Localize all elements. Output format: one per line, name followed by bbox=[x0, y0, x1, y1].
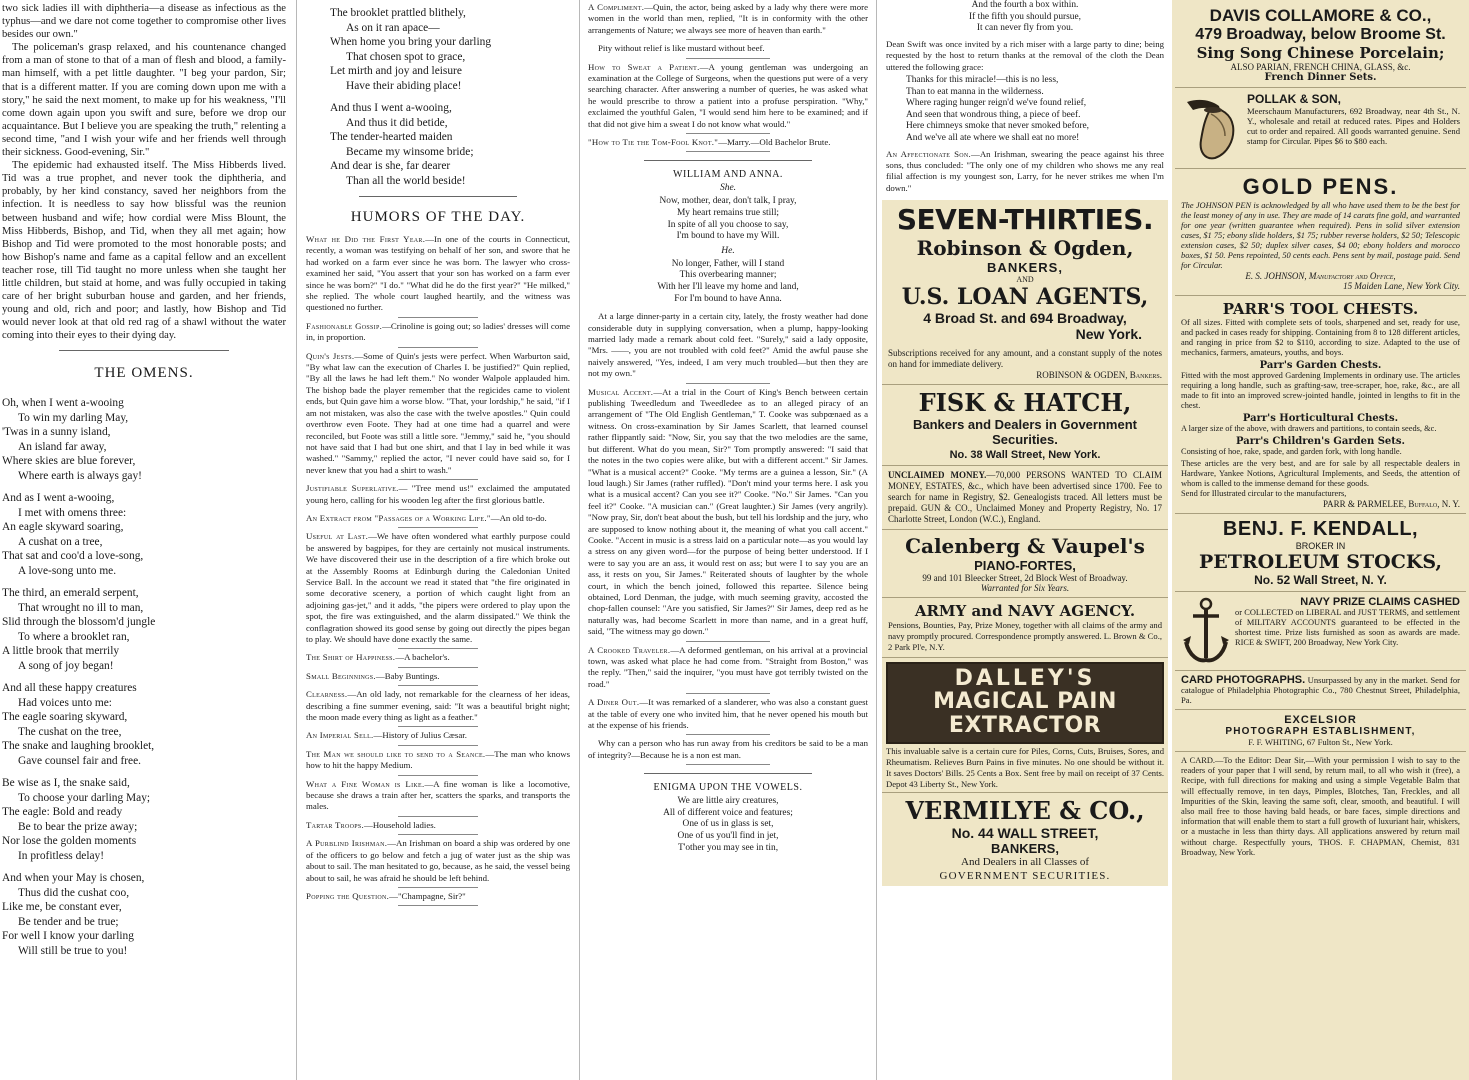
section-divider bbox=[59, 350, 229, 351]
poem-line: Than all the world beside! bbox=[346, 174, 466, 187]
poem-line: In profitless delay! bbox=[18, 849, 105, 862]
item-text: At a large dinner-party in a certain city, lately, the frosty weather had done considerable duty in supplying conversation, when a plump, happy-looking married lady made a remark about cold feet. "Surely," said a lady opposite, "Mrs. ——, you are not troubled with cold feet?" Amid the awful pause she naively answered, "Yes, indeed, I am very much troubled—but then they are not my own." bbox=[588, 311, 868, 379]
item-lead: The Man we should like to send to a Seance. bbox=[306, 748, 486, 759]
ad-address: No. 38 Wall Street, New York. bbox=[949, 449, 1101, 462]
item-divider bbox=[398, 887, 477, 888]
ad-head: UNCLAIMED MONEY. bbox=[888, 470, 987, 481]
poem-line: Where raging hunger reign'd we've found relief, bbox=[906, 98, 1087, 109]
item-lead: Clearness. bbox=[306, 689, 348, 700]
ad-body: Fitted with the most approved Gardening Implements in ordinary use. The articles requiring a long handle, such as grafting-saw, tree-scraper, hoe, rake, &c., are all made to fit into an improved screw-jointed handle, jointed in lengths to fit in the chest. bbox=[1181, 371, 1460, 410]
humors-items bbox=[306, 234, 570, 906]
section-divider bbox=[644, 160, 812, 161]
ad-body: Unsurpassed by any in the market. Send for catalogue of Philadelphia Photographic Co., 780 Chestnut Street, Philadelphia, Pa. bbox=[1181, 675, 1460, 705]
story-paragraph: two sick ladies ill with diphtheria—a disease as infectious as the typhus—and we dare not come together to compromise other lives besides our own." bbox=[2, 3, 286, 41]
item-divider bbox=[398, 509, 477, 510]
poem-line: My heart remains true still; bbox=[676, 208, 780, 219]
ad-card-photographs bbox=[1175, 671, 1466, 710]
ad-title: ARMY and NAVY AGENCY. bbox=[914, 602, 1136, 621]
item-lead: A CARD. bbox=[1181, 756, 1216, 765]
poem-line: An eagle skyward soaring, bbox=[2, 521, 124, 534]
ad-addr: F. F. WHITING, 67 Fulton St., New York. bbox=[1248, 737, 1393, 747]
item-text: —"Champagne, Sir?" bbox=[389, 890, 466, 901]
item-divider bbox=[686, 58, 770, 59]
column-1 bbox=[0, 0, 292, 1080]
poem-line: The cushat on the tree, bbox=[18, 725, 122, 738]
humor-item bbox=[306, 513, 570, 524]
section-divider bbox=[359, 196, 517, 197]
ad-unclaimed-money bbox=[882, 466, 1168, 530]
humor-item bbox=[306, 838, 570, 884]
ad-securities: GOVERNMENT SECURITIES. bbox=[939, 870, 1111, 883]
poem-stanza bbox=[2, 586, 286, 673]
item-lead: How to Sweat a Patient. bbox=[588, 61, 700, 72]
ad-title: Calenberg & Vaupel's bbox=[905, 534, 1145, 559]
ad-subtitle: Parr's Children's Garden Sets. bbox=[1235, 436, 1406, 447]
item-divider bbox=[398, 775, 477, 776]
poem-line: The snake and laughing brooklet, bbox=[2, 740, 155, 753]
ad-body: —To the Editor: Dear Sir,—With your permission I wish to say to the readers of your paper that I will send, by return mail, to all who wish it (free), a Recipe, with full directions for making and using a simple Vegetable Balm that will effectually remove, in ten days, Pimples, Blotches, Tan, Freckles, and all Impurities of the Skin, leaving the same soft, clear, smooth, and beautiful. I will also mail free to those having bald heads, or bare faces, simple directions and information that will enable them to start a full growth of luxuriant hair, whiskers, or a mustache in less than thirty days. All applications answered by return mail without charge. Respectfully yours, THOS. F. CHAPMAN, Chemist, 831 Broadway, New York. bbox=[1181, 756, 1460, 857]
item-text: —In one of the courts in Connecticut, recently, a woman was testifying on behalf of her son, and swore that he had worked on a farm ever since he was born. The lawyer who cross-examined her said, "You assert that your son has worked on a farm ever since he was born?" "I do." "What did he do the first year?" "He milked," she replied. The whole court laughed heartily, and the witness was questioned no further. bbox=[306, 234, 570, 313]
item-text: —We have often wondered what earthly purpose could be answered by bagpipes, for they are certainly not musical instruments. We have discovered their use in the description of a fire which broke out at the Assembly Rooms at Edinburgh during the Caledonian United Service Ball. In the account we read it stated that "the fire originated in some decorative scenery, a portion of which caught light from an adjoining gas-jet," and it adds, "the pipers were ordered to play upon the spot, the fire was extinguished, and the alarm dissipated." We think the conflagration showed its good sense by going out directly the pipes began to play. We should have done exactly the same. bbox=[306, 531, 570, 644]
item-text: —At a trial in the Court of King's Bench between certain publishing Tweedledum and Tweedledee as to an alleged piracy of an arrangement of "The Old English Gentleman," T. Cooke was subpœnaed as a witness. On cross-examination by Sir James Scarlett, that learned counsel rather flippantly said: "Now, Sir, you say that the two melodies are the same, but different. What do you mean, Sir?" Tom promptly answered: "I said that the notes in the two copies were alike, but with a different accent." Sir James. "What is a musical accent?" Cooke. "My terms are a guinea a lesson, Sir." (A loud laugh.) Sir James (rather ruffled). "Don't mind your terms here. I ask you what is a musical accent? Can you see it?" Cooke. "No." Sir James. "Can you feel it?" Cooke. "A musician can." (Great laughter.) Sir James (very angrily). "Now pray, Sir, don't beat about the bush, but tell his lordship and the jury, who are supposed to know nothing about it, the meaning of what you call accent." Cooke. "Accent in music is a stress laid on a particular note—as you would lay a stress on any given word—for the purpose of being better understood. If I were to say you are an ass, it would rest on ass; but were I to say you are an ass, it rests on you, Sir James." Reiterated shouts of laughter by the whole court, in which the bench joined, followed this repartee. Silence being obtained, Lord Denman, the judge, with much seeming gravity, accosted the chop-fallen counsel: "Are you satisfied, Sir James?" Sir James, deep red as he naturally was, had become Scarlett in more than name, and in a great huff, said, "The witness may go down." bbox=[588, 386, 869, 637]
poem-line: In spite of all you choose to say, bbox=[667, 219, 789, 230]
poem-line: For I'm bound to have Anna. bbox=[674, 293, 782, 304]
item-divider bbox=[398, 905, 477, 906]
ad-subtitle: Parr's Horticultural Chests. bbox=[1242, 413, 1399, 424]
item-lead: Useful at Last. bbox=[306, 531, 369, 542]
ad-calenberg bbox=[882, 530, 1168, 598]
poem-line: That sat and coo'd a love-song, bbox=[2, 550, 144, 563]
item-divider bbox=[398, 527, 477, 528]
omens-title: THE OMENS. bbox=[94, 365, 194, 382]
poem-line: Where skies are blue forever, bbox=[2, 455, 136, 468]
ad-body: The JOHNSON PEN is acknowledged by all who have used them to be the best for the least money of any in use. They are made of 14 carats fine gold, and warranted for one year (written guarantee when required). Pens in solid silver extension cases, $1 75; ebony slide holders, $1 75; rubber reverse holders, $2 50; Telescopic extension cases, $2 50; duplex silver cases, $4 00; ebony holders and morocco boxes, $1 50. Pens repointed, 50 cents each. Pens sent by mail, postage paid. Send for Circular. bbox=[1181, 201, 1460, 270]
ad-body: A larger size of the above, with drawers and partitions, to contain seeds, &c. bbox=[1181, 424, 1437, 433]
column-divider bbox=[296, 0, 297, 1080]
humor-item bbox=[306, 483, 570, 506]
poem-line: To win my darling May, bbox=[18, 411, 129, 424]
poem-line: And seen that wondrous thing, a piece of beef. bbox=[906, 109, 1081, 120]
poem-line: Nor lose the golden moments bbox=[2, 835, 137, 848]
item-divider bbox=[686, 39, 770, 40]
ad-title: CARD PHOTOGRAPHS. bbox=[1181, 674, 1306, 686]
ad-stocks: PETROLEUM STOCKS, bbox=[1198, 551, 1442, 573]
pipe-icon bbox=[1181, 92, 1243, 164]
item-lead: A Diner Out. bbox=[588, 697, 640, 708]
poem-stanza bbox=[2, 871, 286, 958]
item-text: — "Tree mend us!" exclaimed the amputated young hero, calling for his wooden leg after the first glorious battle. bbox=[306, 483, 570, 505]
ad-seven-thirties bbox=[882, 200, 1168, 385]
item-lead: A Purblind Irishman. bbox=[306, 838, 388, 849]
item-divider bbox=[398, 648, 477, 649]
ad-title: POLLAK & SON, bbox=[1247, 92, 1342, 106]
ad-body: Consisting of hoe, rake, spade, and garden fork, with long handle. bbox=[1181, 447, 1402, 456]
ad-title: DALLEY'S bbox=[954, 666, 1096, 692]
grace-verse bbox=[886, 75, 1164, 145]
item-lead: Quin's Jests. bbox=[306, 350, 355, 361]
item-text: —It was remarked of a slanderer, who was also a constant guest at the table of every one who invited him, that he never opened his mouth but at the expense of his friends. bbox=[588, 697, 868, 731]
humor-item bbox=[306, 671, 570, 682]
item-lead: A Crooked Traveler. bbox=[588, 644, 671, 655]
poem-line: And as I went a-wooing, bbox=[2, 492, 115, 505]
omens-poem bbox=[2, 396, 286, 958]
humor-item bbox=[588, 2, 868, 36]
poem-line: A little brook that merrily bbox=[2, 645, 120, 658]
humor-item bbox=[588, 738, 868, 761]
poem-line: Thus did the cushat coo, bbox=[18, 886, 130, 899]
item-text: —An Irishman, swearing the peace against his three sons, thus concluded: "The only one of my children who shows me any real filial affection is my youngest son, Larry, for he never strikes me when I'm down." bbox=[886, 148, 1164, 193]
ad-title: PARR'S TOOL CHESTS. bbox=[1222, 300, 1419, 318]
poem-stanza bbox=[330, 101, 570, 188]
humor-item bbox=[588, 311, 868, 379]
dalley-banner bbox=[886, 662, 1164, 744]
ad-title: NAVY PRIZE CLAIMS CASHED bbox=[1300, 596, 1460, 608]
poem-line: Than to eat manna in the wilderness. bbox=[906, 86, 1044, 97]
column-2 bbox=[300, 0, 576, 1080]
item-divider bbox=[398, 317, 477, 318]
ad-sets: French Dinner Sets. bbox=[1264, 72, 1377, 83]
item-lead: An Affectionate Son. bbox=[886, 148, 972, 159]
ad-body: Send for Illustrated circular to the manufacturers, bbox=[1181, 489, 1347, 498]
poem-line: A love-song unto me. bbox=[18, 564, 117, 577]
ad-line: And Dealers in all Classes of bbox=[961, 856, 1089, 869]
item-lead: The Shirt of Happiness. bbox=[306, 652, 396, 663]
ad-gold-pens bbox=[1175, 169, 1466, 296]
ad-sub: Sing Song Chinese Porcelain; bbox=[1196, 44, 1445, 62]
column-divider bbox=[579, 0, 580, 1080]
ad-sign: PARR & PARMELEE, Buffalo, N. Y. bbox=[1322, 499, 1460, 509]
poem-line: And dear is she, far dearer bbox=[330, 160, 451, 172]
humor-item bbox=[306, 891, 570, 902]
poem-line: A cushat on a tree, bbox=[18, 535, 103, 548]
william-anna-title: WILLIAM AND ANNA. bbox=[673, 169, 783, 181]
ad-body: Subscriptions received for any amount, and a constant supply of the notes on hand for immediate delivery. bbox=[888, 348, 1162, 370]
item-text: —An Irishman on board a ship was ordered by one of the officers to go below and fetch a jug of water just as the ship was about to sail. The man hesitated to go, because, as he said, the vessel being about to sail, he was afraid he should be left behind. bbox=[306, 838, 570, 883]
poem-line: One of us you'll find in jet, bbox=[677, 831, 779, 842]
poem-line: To choose your darling May; bbox=[18, 791, 151, 804]
poem-line: No longer, Father, will I stand bbox=[671, 258, 785, 269]
item-lead: Tartar Troops. bbox=[306, 819, 365, 830]
item-lead: What he Did the First Year. bbox=[306, 234, 426, 244]
ad-fisk-hatch bbox=[882, 385, 1168, 466]
poem-line: Thanks for this miracle!—this is no less, bbox=[906, 75, 1059, 85]
poem-line: With her I'll leave my home and land, bbox=[657, 282, 799, 293]
poem-line: Like me, be constant ever, bbox=[2, 901, 122, 914]
item-lead: Small Beginnings. bbox=[306, 670, 376, 681]
humor-item bbox=[588, 697, 868, 731]
column-divider bbox=[876, 0, 877, 1080]
william-anna-she: She. bbox=[719, 183, 737, 194]
item-divider bbox=[398, 667, 477, 668]
humor-item bbox=[588, 387, 868, 638]
poem-line: The third, an emerald serpent, bbox=[2, 587, 139, 600]
poem-line: I met with omens three: bbox=[18, 506, 127, 519]
item-text: —Crinoline is going out; so ladies' dresses will come in, in proportion. bbox=[306, 320, 570, 343]
poem-line: And thus I went a-wooing, bbox=[330, 102, 452, 114]
item-divider bbox=[686, 734, 770, 735]
ad-vermilye bbox=[882, 793, 1168, 886]
item-divider bbox=[398, 347, 477, 348]
item-lead: Popping the Question. bbox=[306, 890, 390, 901]
poem-stanza bbox=[2, 491, 286, 578]
column-5-ads bbox=[1172, 0, 1469, 1080]
ad-line: ALSO PARIAN, FRENCH CHINA, GLASS, &c. bbox=[1230, 62, 1411, 72]
item-text: —A bachelor's. bbox=[395, 652, 450, 663]
poem-line: I'm bound to have my Will. bbox=[676, 231, 780, 242]
poem-stanza bbox=[2, 776, 286, 863]
ad-agents: U.S. LOAN AGENTS, bbox=[901, 284, 1149, 311]
ad-body: —70,000 PERSONS WANTED TO CLAIM MONEY, ESTATES, &c., which have been advertised since 1700. Fee to search for name in Registry, $2. Genealogists traced. All letters must be prepaid. GUN & CO., Unclaimed Money and Property Registry, No. 17 Charlotte Street, London (W.C.), England. bbox=[888, 470, 1163, 525]
item-divider bbox=[686, 151, 770, 152]
swift-anecdote: Dean Swift was once invited by a rich miser with a large party to dine; being requested by the host to return thanks at the removal of the cloth the Dean uttered the following grace: bbox=[886, 38, 1164, 72]
poem-line: Slid through the blossom'd jungle bbox=[2, 616, 156, 629]
poem-line: We are little airy creatures, bbox=[677, 796, 779, 807]
ad-title: BENJ. F. KENDALL, bbox=[1222, 518, 1419, 540]
ad-body: Of all sizes. Fitted with complete sets of tools, sharpened and set, ready for use, and packed in cases ready for shipping. Containing from 8 to 128 different articles, and ranging in price from $2 to $110, according to size. Adapted to the use of mechanics, farmers, amateurs, youths, and boys. bbox=[1181, 318, 1460, 357]
ad-sign: E. S. JOHNSON, Manufactory and Office, bbox=[1245, 271, 1396, 281]
item-divider bbox=[686, 641, 770, 642]
humor-item bbox=[588, 62, 868, 130]
poem-line: If the fifth you should pursue, bbox=[969, 11, 1081, 22]
poem-line: And all these happy creatures bbox=[2, 682, 137, 695]
ad-title: SEVEN-THIRTIES. bbox=[896, 203, 1154, 237]
enigma-verse-end bbox=[886, 0, 1164, 35]
poem-line: 'Twas in a sunny island, bbox=[2, 426, 111, 439]
poem-line: The eagle: Bold and ready bbox=[2, 806, 123, 819]
ad-role: BROKER IN bbox=[1295, 541, 1346, 551]
affectionate-son bbox=[886, 149, 1164, 195]
poem-line: Oh, when I went a-wooing bbox=[2, 397, 124, 410]
col4-text bbox=[882, 0, 1168, 194]
ad-title: GOLD PENS. bbox=[1242, 174, 1399, 199]
item-divider bbox=[398, 834, 477, 835]
poem-line: And the fourth a box within. bbox=[971, 0, 1079, 10]
item-text: —Quin, the actor, being asked by a lady why there were more women in the world than men, replied, "It is in conformity with the other arrangements of Nature; we always see more of heaven than earth." bbox=[588, 2, 868, 35]
item-text: —An old to-do. bbox=[490, 512, 547, 523]
poem-line: T'other you may see in tin, bbox=[677, 842, 779, 853]
ad-line: Bankers and Dealers in Government bbox=[913, 417, 1137, 433]
ad-body: Pensions, Bounties, Pay, Prize Money, together with all claims of the army and navy promptly procured. Correspondence promptly answered. L. Brown & Co., 2 Park Pl'e, N.Y. bbox=[888, 620, 1162, 653]
item-text: —The man who knows how to hit the happy Medium. bbox=[306, 748, 571, 771]
item-text: —An old lady, not remarkable for the clearness of her ideas, describing a fine summer evening, said: "It was a beautiful bright night; the moon made every thing as light as a feather." bbox=[306, 689, 570, 723]
omens-poem-continued bbox=[306, 6, 570, 188]
ad-subtitle: Parr's Garden Chests. bbox=[1259, 360, 1382, 371]
section-divider bbox=[644, 773, 812, 774]
column-3 bbox=[582, 0, 872, 1080]
ad-address: No. 44 WALL STREET, bbox=[951, 825, 1099, 842]
humors-title: HUMORS OF THE DAY. bbox=[350, 209, 526, 225]
item-lead: "How to Tie the Tom-Fool Knot." bbox=[588, 137, 719, 148]
poem-line: One of us in glass is set, bbox=[682, 819, 774, 830]
poem-line: For well I know your darling bbox=[2, 930, 134, 943]
poem-line: Had voices unto me: bbox=[18, 696, 112, 709]
poem-stanza bbox=[2, 681, 286, 768]
ad-title: DAVIS COLLAMORE & CO., bbox=[1209, 6, 1432, 25]
poem-line: Now, mother, dear, don't talk, I pray, bbox=[659, 196, 797, 207]
humor-item bbox=[306, 730, 570, 741]
william-anna-he-verse bbox=[588, 259, 868, 305]
ad-title: EXCELSIOR bbox=[1284, 714, 1357, 726]
poem-line: Gave counsel fair and free. bbox=[18, 754, 142, 767]
ad-body: Meerschaum Manufacturers, 692 Broadway, near 4th St., N. Y., wholesale and retail at reduced rates. Pipes and Holders cut to order and repaired. All goods warranted genuine. Send stamp for Circular. Pipes $6 to $80 each. bbox=[1247, 106, 1460, 146]
humor-item bbox=[306, 351, 570, 476]
anchor-icon bbox=[1181, 596, 1231, 666]
ad-address: 4 Broad St. and 694 Broadway, bbox=[923, 310, 1127, 327]
item-text: —History of Julius Cæsar. bbox=[373, 730, 467, 741]
item-text: —Household ladies. bbox=[364, 819, 436, 830]
ad-pollak bbox=[1175, 88, 1466, 169]
ad-addr: 15 Maiden Lane, New York City. bbox=[1343, 281, 1460, 291]
ad-dalley bbox=[882, 658, 1168, 793]
story-paragraph: The epidemic had exhausted itself. The Miss Hibberds lived. Tid was a true prophet, and never took the diphtheria, and probably, by her kind constancy, saved her neighbors from the infection. It is needless to say how blissful was the reunion between husband and wife; how cordial were Miss Blount, the Miss Hibberds, Bishop, and Tid, when they all met again; how Bishop and Tid were promoted to the most honorable posts; and how Bishop's name and fame as a capital fellow and an excellent teacher rose, till Tid taught no more unless when she taught her little children, but staid at home, and was fully occupied in taking care of her bright suburban house and garden, and her friends, young and old, rich and poor; and lastly, how Bishop and Tid would never look at that old red rag of a shawl without the water coming into their eyes to their dying day. bbox=[2, 160, 286, 342]
humor-item bbox=[306, 689, 570, 723]
ad-parr bbox=[1175, 296, 1466, 514]
poem-line: As on it ran apace— bbox=[346, 21, 440, 34]
item-text: —Some of Quin's jests were perfect. When Warburton said, "By what law can the execution of Charles I. be justified?" Quin replied, "By all the laws he had left them." No wonder Walpole applauded him. The bishop bade the player remember that the regicides came to violent ends, but Quin gave him a worse blow. "That, your lordship," he said, "if I am not mistaken, was also the case with the twelve apostles." Quin could overthrow even Foote. They had at one time had a quarrel and were reconciled, but Foote was still a little sore. "Jemmy," said he, "you should not have said that I had but one shirt, and that I lay in bed while it was washed." "Sammy," replied the actor, "I never could have said so, for I never knew that you had a shirt to wash." bbox=[306, 350, 570, 475]
enigma-title: ENIGMA UPON THE VOWELS. bbox=[653, 782, 803, 794]
ad-role: BANKERS, bbox=[991, 841, 1059, 857]
item-lead: A Compliment. bbox=[588, 2, 645, 12]
poem-line: Be wise as I, the snake said, bbox=[2, 777, 130, 790]
ad-body: This invaluable salve is a certain cure for Piles, Corns, Cuts, Bruises, Sores, and Rheumatism. Relieves Burn Pains in five minutes. No one should be without it. It saves Doctors' Bills. 25 Cents a Box. Sent free by mail on receipt of 37 Cents. Depot 43 Liberty St., New York. bbox=[886, 746, 1164, 790]
item-text: —A deformed gentleman, on his arrival at a provincial town, was asked what place he had come from. "Straight from Boston," was the reply. "Then," said the inquirer, "you must have got terribly twisted on the road." bbox=[588, 644, 868, 689]
ads-block-col4 bbox=[882, 200, 1168, 886]
poem-line: Be tender and be true; bbox=[18, 915, 119, 928]
ad-title: VERMILYE & CO., bbox=[905, 796, 1145, 826]
humor-item bbox=[588, 43, 868, 54]
item-divider bbox=[686, 693, 770, 694]
ad-address: 479 Broadway, below Broome St. bbox=[1195, 26, 1446, 43]
col3-items-b bbox=[588, 311, 868, 765]
humor-item bbox=[306, 652, 570, 663]
item-divider bbox=[398, 816, 477, 817]
ad-army-navy bbox=[882, 598, 1168, 658]
item-divider bbox=[398, 479, 477, 480]
story-paragraph: The policeman's grasp relaxed, and his countenance changed from a man of stone to that of a man of flesh and blood, a family-man himself, with a pet little daughter. "I beg your pardon, Sir; that is a different matter. If you are coming down upon me with a story," he said the next moment, to make up for his weakness, "I'll come down again upon you swift and sure, before we drop our acquaintance. But I believe you are speaking the truth," relenting a second time, "and I wish your wife and her friends well through their sickness. Good-evening, Sir." bbox=[2, 42, 286, 159]
poem-line: Let mirth and joy and leisure bbox=[330, 65, 462, 77]
poem-stanza bbox=[330, 6, 570, 93]
ad-firm: Robinson & Ogden, bbox=[916, 236, 1134, 261]
poem-line: The eagle soaring skyward, bbox=[2, 711, 128, 724]
item-text: —A young gentleman was undergoing an examination at the College of Surgeons, when the questions put were of a very searching character. After answering a number of queries, he was asked what he would prescribe to throw a patient into a profuse perspiration. "Why," exclaimed the youthful Galen, "I would send him here to be examined; and if that did not give him a sweat I do not know what would." bbox=[588, 61, 868, 129]
ad-sub: MAGICAL PAIN EXTRACTOR bbox=[933, 689, 1117, 739]
ad-title: FISK & HATCH, bbox=[918, 388, 1132, 418]
poem-line: This overbearing manner; bbox=[679, 270, 777, 281]
poem-stanza bbox=[2, 396, 286, 483]
william-anna-he: He. bbox=[721, 245, 735, 256]
poem-line: And thus it did betide, bbox=[346, 116, 448, 129]
item-text: —A fine woman is like a locomotive, because she draws a train after her, scatters the sparks, and transports the males. bbox=[306, 778, 570, 812]
poem-line: When home you bring your darling bbox=[330, 36, 492, 48]
poem-line: All of different voice and features; bbox=[663, 807, 793, 818]
humor-item bbox=[306, 749, 570, 772]
humor-item bbox=[306, 820, 570, 831]
poem-line: Have their abiding place! bbox=[346, 79, 462, 92]
item-divider bbox=[398, 685, 477, 686]
item-divider bbox=[398, 745, 477, 746]
item-text: Pity without relief is like mustard without beef. bbox=[598, 43, 765, 54]
poem-line: An island far away, bbox=[18, 440, 107, 453]
ad-city: New York. bbox=[1075, 326, 1142, 343]
item-lead: An Imperial Sell. bbox=[306, 730, 374, 741]
humor-item bbox=[306, 234, 570, 314]
ad-body: These articles are the very best, and are for sale by all respectable dealers in Hardware, Yankee Notions, Agricultural Implements, and Seeds, the attention of whom is called to the immense demand for these goods. bbox=[1181, 459, 1460, 488]
poem-line: Where earth is always gay! bbox=[18, 469, 142, 482]
item-text: —Marry.—Old Bachelor Brute. bbox=[718, 137, 831, 148]
item-divider bbox=[686, 133, 770, 134]
poem-line: That chosen spot to grace, bbox=[346, 50, 466, 63]
item-text: —Baby Buntings. bbox=[375, 670, 440, 681]
col3-items-a bbox=[588, 2, 868, 152]
poem-line: The tender-hearted maiden bbox=[330, 131, 453, 143]
poem-line: A song of joy began! bbox=[18, 659, 114, 672]
humor-item bbox=[306, 779, 570, 813]
poem-line: And we've all ate where we shall eat no more! bbox=[906, 132, 1080, 143]
poem-line: And when your May is chosen, bbox=[2, 872, 145, 885]
humor-item bbox=[588, 645, 868, 691]
item-divider bbox=[398, 726, 477, 727]
ad-a-card bbox=[1175, 752, 1466, 862]
poem-line: Here chimneys smoke that never smoked before, bbox=[906, 121, 1090, 132]
ad-line: Securities. bbox=[992, 432, 1058, 448]
ad-address: 99 and 101 Bleecker Street, 2d Block West of Broadway. bbox=[922, 573, 1128, 584]
poem-line: That wrought no ill to man, bbox=[18, 601, 144, 614]
ad-role: BANKERS, bbox=[987, 260, 1063, 276]
item-text: Why can a person who has run away from his creditors be said to be a man of integrity?—Because he is a non est man. bbox=[588, 738, 868, 760]
item-divider bbox=[686, 383, 770, 384]
humor-item bbox=[588, 137, 868, 148]
ad-and: AND bbox=[1016, 275, 1034, 285]
ad-sub: PIANO-FORTES, bbox=[974, 558, 1076, 574]
ad-address: No. 52 Wall Street, N. Y. bbox=[1254, 573, 1387, 587]
ad-excelsior bbox=[1175, 710, 1466, 752]
ad-kendall bbox=[1175, 514, 1466, 592]
ad-sign: ROBINSON & OGDEN, Bankers. bbox=[1036, 370, 1162, 381]
ad-sub: PHOTOGRAPH ESTABLISHMENT, bbox=[1225, 726, 1416, 737]
poem-line: Became my winsome bride; bbox=[346, 145, 474, 158]
column-4 bbox=[880, 0, 1170, 1080]
ad-davis-collamore bbox=[1175, 2, 1466, 88]
item-lead: What a Fine Woman is Like. bbox=[306, 778, 425, 789]
item-divider bbox=[686, 764, 770, 765]
enigma-verse bbox=[588, 796, 868, 854]
item-lead: Musical Accent. bbox=[588, 386, 654, 397]
poem-line: It can never fly from you. bbox=[976, 23, 1074, 34]
item-lead: An Extract from "Passages of a Working Life." bbox=[306, 512, 491, 523]
ad-navy-prize bbox=[1175, 592, 1466, 671]
humor-item bbox=[306, 531, 570, 645]
humor-item bbox=[306, 321, 570, 344]
ad-warranty: Warranted for Six Years. bbox=[980, 583, 1070, 594]
poem-line: To where a brooklet ran, bbox=[18, 630, 130, 643]
poem-line: Be to bear the prize away; bbox=[18, 820, 138, 833]
poem-line: The brooklet prattled blithely, bbox=[330, 7, 466, 19]
item-lead: Justifiable Superlative. bbox=[306, 483, 399, 494]
item-lead: Fashionable Gossip. bbox=[306, 320, 383, 331]
poem-line: Will still be true to you! bbox=[18, 944, 128, 957]
william-anna-she-verse bbox=[588, 196, 868, 242]
ad-body: or COLLECTED on LIBERAL and JUST TERMS, and settlement of MILITARY ACCOUNTS guaranteed to be effected in the shortest time. Prize lists furnished as soon as awards are made. RICE & SWIFT, 200 Broadway, New York City. bbox=[1235, 608, 1460, 647]
